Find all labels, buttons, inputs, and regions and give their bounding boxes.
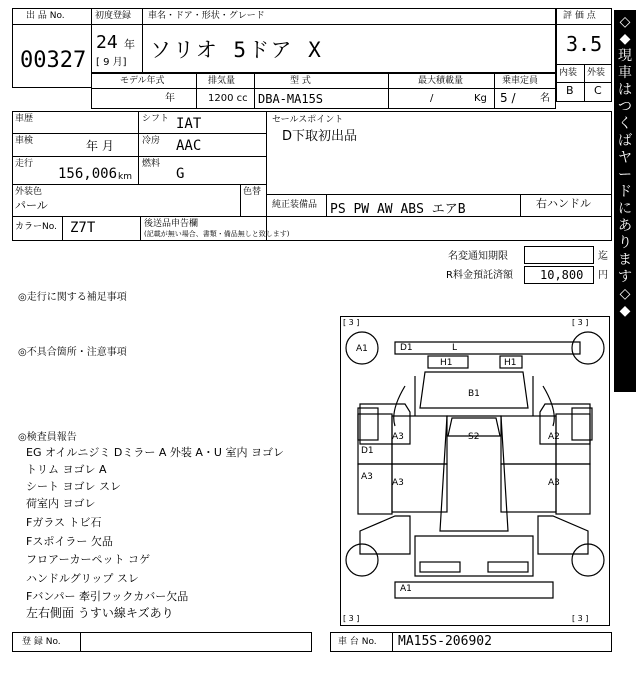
capacity-label: 乗車定員 — [502, 76, 539, 86]
first-reg-label: 初度登録 — [95, 11, 132, 21]
fuel-value: G — [176, 166, 185, 182]
reg-year: 24 — [96, 32, 118, 53]
damage-mark-headlight-right: H1 — [504, 358, 517, 368]
vehicle-diagram-svg — [340, 316, 610, 626]
color-no-value: Z7T — [70, 220, 96, 236]
mileage-unit: km — [118, 172, 132, 182]
ac-value: AAC — [176, 138, 202, 154]
side-banner-char: 車 — [618, 65, 632, 81]
ac-label: 冷房 — [142, 136, 161, 146]
damage-mark-hood: B1 — [468, 389, 480, 399]
side-banner-char: ◆ — [619, 303, 631, 319]
damage-mark-wheel-fl: A1 — [356, 344, 368, 354]
damage-mark-bumper-l: L — [452, 343, 458, 353]
report-line: Fスポイラー 欠品 — [26, 535, 113, 548]
side-banner-char: ば — [618, 133, 632, 149]
report-line: EG オイルニジミ Dミラー A 外装 A・U 室内 ヨゴレ — [26, 446, 284, 459]
side-banner-char: く — [618, 116, 632, 132]
report-line: シート ヨゴレ スレ — [26, 480, 121, 493]
document-label: 後送品申告欄 — [144, 219, 199, 229]
damage-mark-door-left-a3-rear: A3 — [392, 478, 404, 488]
capacity-value: 5 / — [500, 91, 516, 105]
report-line: ハンドルグリップ スレ — [26, 572, 139, 585]
side-banner-char: ま — [618, 252, 632, 268]
recycle-unit: 円 — [598, 270, 608, 281]
vehicle-diagram — [340, 316, 610, 626]
max-load-value: / — [430, 93, 434, 104]
chassis-label: 車 台 No. — [338, 637, 377, 647]
inspection-label: 車検 — [15, 136, 34, 146]
color-value: パール — [15, 199, 48, 212]
damage-mark-door-left-a3-upper: A3 — [392, 432, 404, 442]
history-label: 車歴 — [15, 114, 34, 124]
recycle-value: 10,800 — [540, 268, 584, 282]
registration-label: 登 録 No. — [22, 637, 61, 647]
lot-label: 出 品 No. — [26, 11, 65, 21]
document-note: (記載が無い場合、書類・備品無しと致します) — [144, 230, 290, 238]
sales-point-value: D下取初出品 — [282, 129, 358, 144]
model-year-unit: 年 — [165, 93, 175, 104]
inspection-value: 年 月 — [86, 139, 114, 153]
name-change-label: 名変通知期限 — [448, 251, 508, 262]
report-line: Fガラス トビ石 — [26, 516, 102, 529]
recycle-label: R料金預託済額 — [446, 270, 513, 281]
capacity-unit: 名 — [540, 93, 550, 104]
equipment-label: 純正装備品 — [272, 200, 318, 210]
mileage-value: 156,006 — [58, 166, 118, 182]
side-banner-char: ◇ — [619, 14, 631, 30]
interior-label: 内装 — [559, 68, 578, 78]
side-banner-char: ー — [618, 167, 632, 183]
exterior-label: 外装 — [587, 68, 606, 78]
exterior-grade: C — [594, 84, 602, 97]
side-banner-char: あ — [618, 218, 632, 234]
report-line: 左右側面 うすい線キズあり — [26, 606, 174, 620]
damage-mark-side-left-a3: A3 — [361, 472, 373, 482]
car-name: ソリオ 5ドア X — [150, 38, 323, 62]
color-no-label: カラーNo. — [15, 222, 57, 232]
damage-mark-door-left-d1: D1 — [361, 446, 374, 456]
lot-number: 00327 — [20, 48, 87, 73]
interior-grade: B — [566, 84, 574, 97]
shift-label: シフト — [142, 114, 170, 124]
chassis-number: MA15S-206902 — [398, 634, 492, 649]
side-banner-char: す — [618, 269, 632, 285]
corner-rear-right: [ 3 ] — [572, 614, 589, 623]
corner-rear-left: [ 3 ] — [343, 614, 360, 623]
model-label: 型 式 — [290, 76, 311, 86]
defects-title: ◎不具合箇所・注意事項 — [18, 347, 127, 358]
side-banner-char: つ — [618, 99, 632, 115]
max-load-label: 最大積載量 — [418, 76, 464, 86]
repaint-label: 色替 — [243, 187, 262, 197]
damage-mark-door-right-a3: A3 — [548, 478, 560, 488]
damage-mark-bumper-rear: A1 — [400, 584, 412, 594]
damage-mark-door-right-a2: A2 — [548, 432, 560, 442]
corner-front-left: [ 3 ] — [343, 318, 360, 327]
displacement-label: 排気量 — [208, 76, 236, 86]
side-banner-char: は — [618, 82, 632, 98]
shift-value: IAT — [176, 116, 202, 132]
corner-front-right: [ 3 ] — [572, 318, 589, 327]
side-banner — [614, 10, 636, 392]
steering-value: 右ハンドル — [536, 197, 591, 210]
report-line: フロアーカーペット コゲ — [26, 553, 150, 566]
mileage-label: 走行 — [15, 159, 34, 169]
rating-value: 3.5 — [566, 32, 603, 56]
load-unit: Kg — [474, 93, 487, 104]
name-change-box — [524, 246, 594, 264]
model-year-label: モデル年式 — [120, 76, 165, 86]
report-line: トリム ヨゴレ A — [26, 463, 107, 476]
sales-point-label: セールスポイント — [272, 115, 344, 125]
side-banner-char: り — [618, 235, 632, 251]
fuel-label: 燃料 — [142, 159, 161, 169]
inspector-title: ◎検査員報告 — [18, 432, 77, 443]
displacement-value: 1200 cc — [208, 93, 248, 104]
rating-label: 評 価 点 — [563, 11, 596, 21]
name-change-unit: 迄 — [598, 251, 608, 262]
side-banner-char: ド — [618, 184, 632, 200]
report-line: Fバンパー 牽引フックカバー欠品 — [26, 590, 189, 603]
damage-mark-roof: S2 — [468, 432, 480, 442]
side-banner-char: 現 — [618, 48, 632, 64]
driving-title: ◎走行に関する補足事項 — [18, 292, 127, 303]
reg-month: [ 9 月] — [96, 57, 127, 68]
report-line: 荷室内 ヨゴレ — [26, 497, 96, 510]
side-banner-char: ◆ — [619, 31, 631, 47]
equipment-value: PS PW AW ABS エアB — [330, 202, 466, 217]
damage-mark-bumper-d1: D1 — [400, 343, 413, 353]
side-banner-char: に — [618, 201, 632, 217]
car-info-label: 車名・ドア・形状・グレード — [148, 11, 265, 21]
side-banner-char: ヤ — [618, 150, 632, 166]
model-code: DBA-MA15S — [258, 92, 324, 106]
reg-year-unit: 年 — [124, 38, 135, 51]
damage-mark-headlight-left: H1 — [440, 358, 453, 368]
side-banner-char: ◇ — [619, 286, 631, 302]
color-label: 外装色 — [15, 187, 43, 197]
